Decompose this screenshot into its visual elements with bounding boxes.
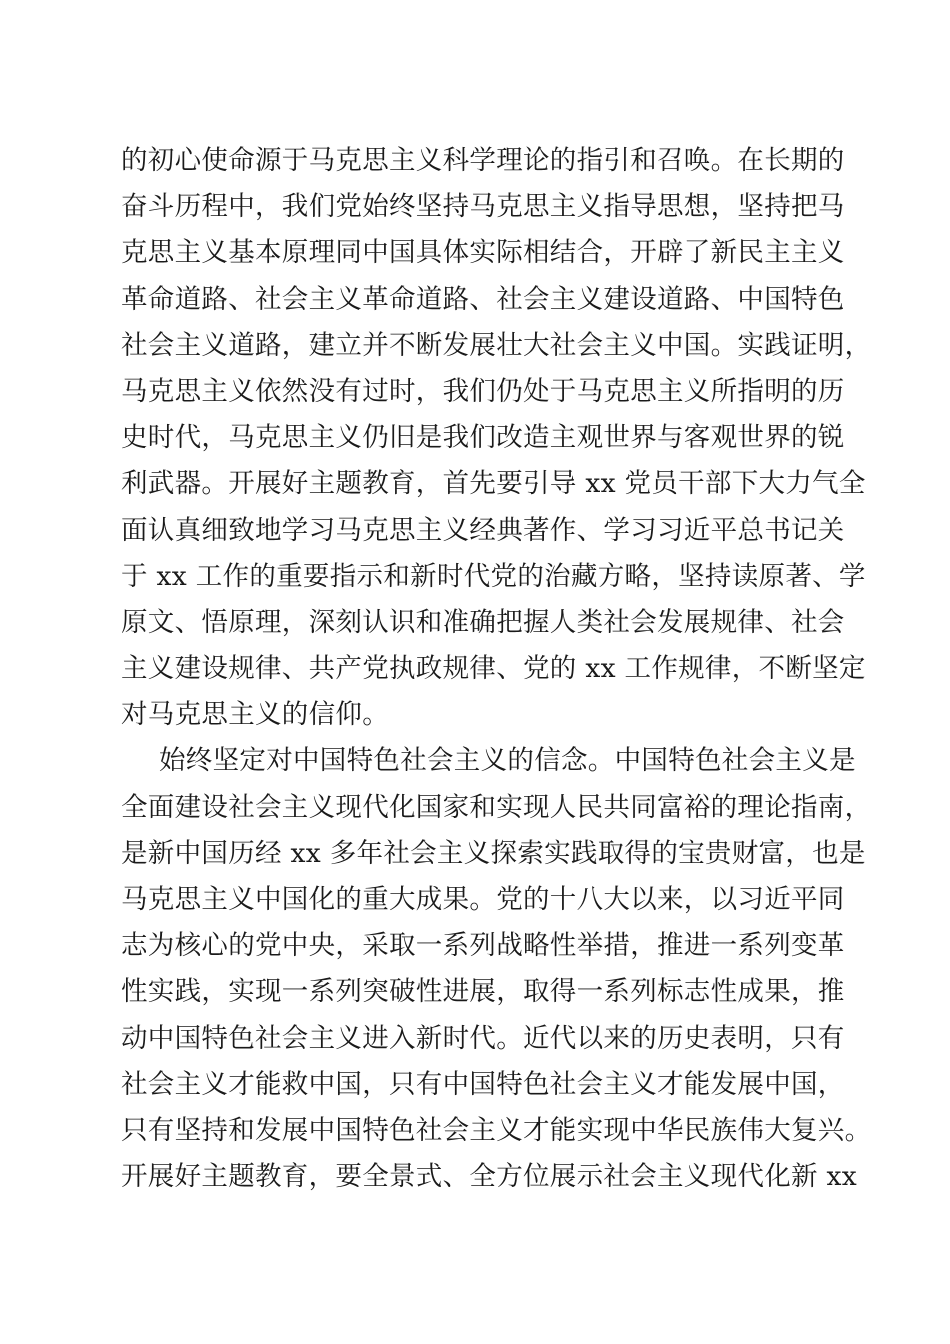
text-line: 全面建设社会主义现代化国家和实现人民共同富裕的理论指南， xyxy=(121,791,872,823)
text-line: 马克思主义依然没有过时，我们仍处于马克思主义所指明的历 xyxy=(121,375,845,407)
text-line: 社会主义才能救中国，只有中国特色社会主义才能发展中国， xyxy=(121,1068,845,1100)
text-line: 原文、悟原理，深刻认识和准确把握人类社会发展规律、社会 xyxy=(121,606,845,638)
text-line: 只有坚持和发展中国特色社会主义才能实现中华民族伟大复兴。 xyxy=(121,1114,872,1146)
text-line: 性实践，实现一系列突破性进展，取得一系列标志性成果，推 xyxy=(121,976,845,1008)
text-line: 克思主义基本原理同中国具体实际相结合，开辟了新民主主义 xyxy=(121,237,845,269)
text-line: 主义建设规律、共产党执政规律、党的 xx 工作规律，不断坚定 xyxy=(121,653,866,685)
text-line: 志为核心的党中央，采取一系列战略性举措，推进一系列变革 xyxy=(121,930,845,962)
text-line: 利武器。开展好主题教育，首先要引导 xx 党员干部下大力气全 xyxy=(121,468,866,500)
text-line: 面认真细致地学习马克思主义经典著作、学习习近平总书记关 xyxy=(121,514,845,546)
text-line: 对马克思主义的信仰。 xyxy=(121,699,389,731)
text-line: 革命道路、社会主义革命道路、社会主义建设道路、中国特色 xyxy=(121,283,845,315)
text-line: 始终坚定对中国特色社会主义的信念。中国特色社会主义是 xyxy=(159,745,856,777)
text-line: 动中国特色社会主义进入新时代。近代以来的历史表明，只有 xyxy=(121,1022,845,1054)
text-line: 的初心使命源于马克思主义科学理论的指引和召唤。在长期的 xyxy=(121,145,845,176)
text-line: 是新中国历经 xx 多年社会主义探索实践取得的宝贵财富，也是 xyxy=(121,837,866,869)
text-line: 社会主义道路，建立并不断发展壮大社会主义中国。实践证明， xyxy=(121,329,872,361)
text-line: 马克思主义中国化的重大成果。党的十八大以来，以习近平同 xyxy=(121,884,845,915)
body-text xyxy=(121,138,872,1200)
paragraph-1 xyxy=(121,138,872,738)
paragraph-2 xyxy=(121,738,872,1200)
text-line: 史时代，马克思主义仍旧是我们改造主观世界与客观世界的锐 xyxy=(121,422,845,454)
text-line: 奋斗历程中，我们党始终坚持马克思主义指导思想，坚持把马 xyxy=(121,191,845,223)
text-line: 开展好主题教育，要全景式、全方位展示社会主义现代化新 xx xyxy=(121,1161,858,1193)
text-line: 于 xx 工作的重要指示和新时代党的治藏方略，坚持读原著、学 xyxy=(121,560,866,592)
